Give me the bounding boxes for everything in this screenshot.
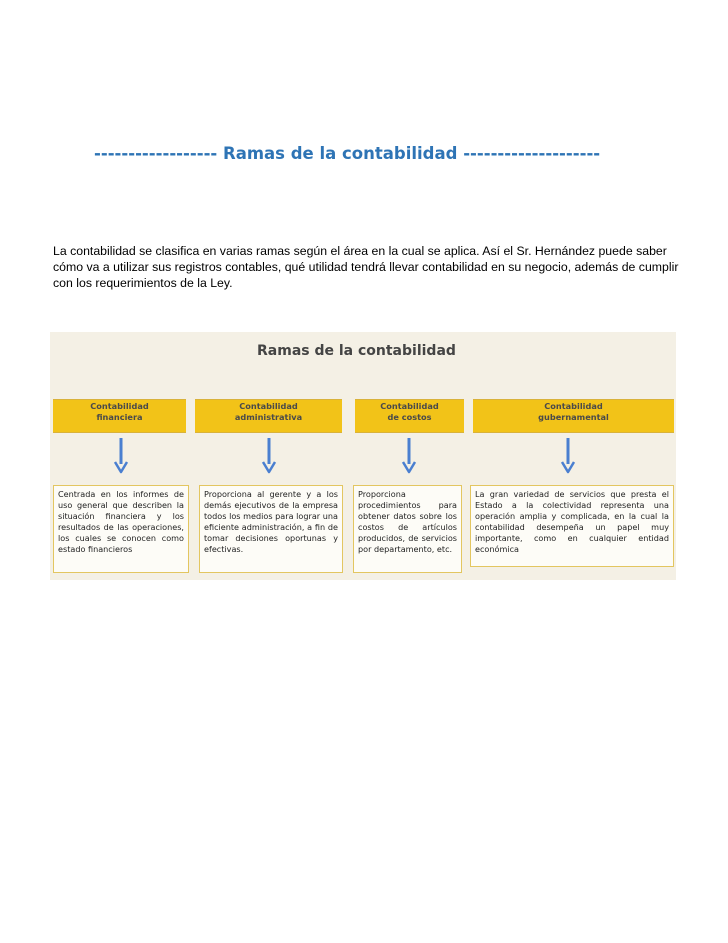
branch-label-line: gubernamental [538,412,609,422]
branch-label-line: administrativa [234,412,303,422]
branch-label-financiera [53,401,186,431]
branch-label-line: Contabilidad [90,401,149,411]
branch-label-line: financiera [96,412,143,422]
arrow-down-icon [113,438,129,474]
arrow-down-icon [401,438,417,474]
section-heading: ------------------ Ramas de la contabilidad -------------------- [94,144,601,163]
description-financiera: Centrada en los informes de uso general que describen la situación financiera y los resultados de las operaciones, los cuales se conocen como estado financieros [53,485,189,573]
diagram-title: Ramas de la contabilidad [257,343,456,359]
arrow-down-icon [560,438,576,474]
branch-label-administrativa [195,401,342,431]
description-gubernamental: La gran variedad de servicios que presta el Estado a la colectividad representa una operación amplia y complicada, en la cual la contabilidad desempeña un papel muy importante, como en cualquier entidad económica [470,485,674,567]
branches-diagram [50,332,676,580]
branch-label-line: Contabilidad [380,401,439,411]
intro-paragraph: La contabilidad se clasifica en varias ramas según el área en la cual se aplica. Así el Sr. Hernández puede saber cómo va a utilizar sus registros contables, qué utilidad tendrá llevar contabilidad en su negocio, además de cumplir con los requerimientos de la Ley. [53,244,679,290]
branch-label-costos [355,401,464,431]
branch-label-line: Contabilidad [544,401,603,411]
branch-label-line: de costos [387,412,432,422]
description-costos: Proporciona procedimientos para obtener datos sobre los costos de artículos producidos, de servicios por departamento, etc. [353,485,462,573]
branch-label-gubernamental [473,401,674,431]
description-administrativa: Proporciona al gerente y a los demás ejecutivos de la empresa todos los medios para lograr una eficiente administración, a fin de tomar decisiones oportunas y efectivas. [199,485,343,573]
arrow-down-icon [261,438,277,474]
branch-label-line: Contabilidad [239,401,298,411]
